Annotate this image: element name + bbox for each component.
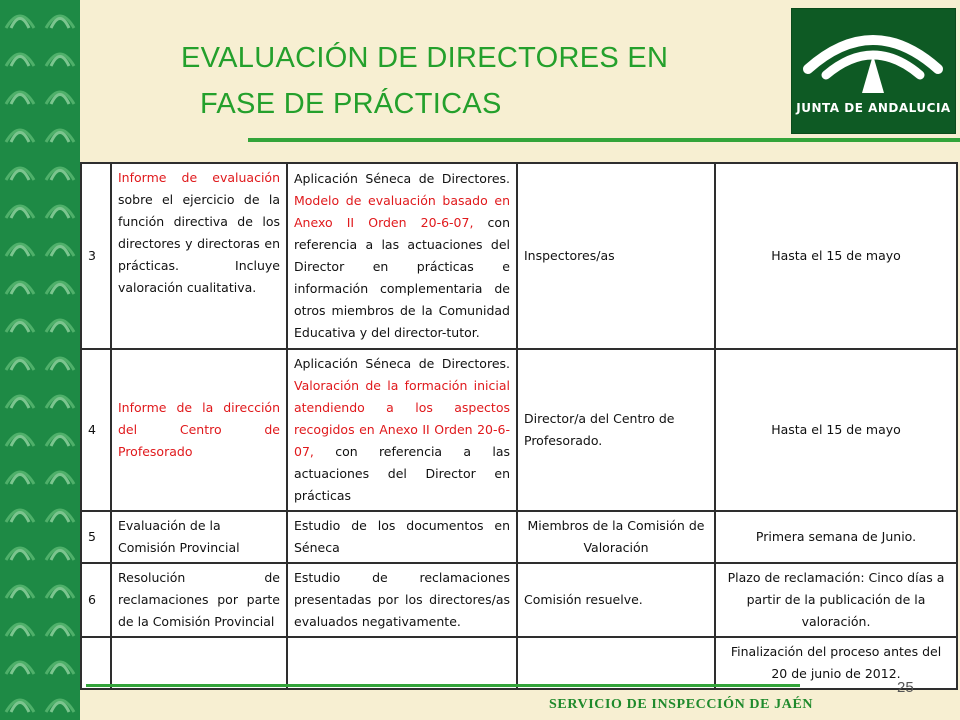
phase-cell <box>111 349 287 511</box>
responsible-cell: Comisión resuelve. <box>517 563 715 637</box>
table-row <box>81 163 957 349</box>
arc-pattern-icon <box>0 0 80 720</box>
procedure-cell <box>287 163 517 349</box>
row-number: 5 <box>81 511 111 563</box>
footer-text: SERVICIO DE INSPECCIÓN DE JAÉN <box>549 697 814 712</box>
procedure-text: Aplicación Séneca de Directores. <box>294 356 510 371</box>
deadline-cell: Plazo de reclamación: Cinco días a partir de la publicación de la valoración. <box>715 563 957 637</box>
phase-cell: Resolución de reclamaciones por parte de la Comisión Provincial <box>111 563 287 637</box>
footer-divider <box>86 684 800 687</box>
row-number: 4 <box>81 349 111 511</box>
procedure-cell: Estudio de reclamaciones presentadas por los directores/as evaluados negativamente. <box>287 563 517 637</box>
page-number: 25 <box>897 679 914 696</box>
table-row <box>81 349 957 511</box>
procedure-cell: Estudio de los documentos en Séneca <box>287 511 517 563</box>
procedure-text: Aplicación Séneca de Directores. <box>294 171 510 186</box>
table-row <box>81 637 957 689</box>
row-number <box>81 637 111 689</box>
procedure-highlight: Modelo de evaluación basado en Anexo II Orden 20-6-07, <box>294 193 510 230</box>
procedure-cell <box>287 349 517 511</box>
deadline-cell: Hasta el 15 de mayo <box>715 349 957 511</box>
phase-highlight: Informe de evaluación <box>118 170 280 185</box>
responsible-cell: Miembros de la Comisión de Valoración <box>517 511 715 563</box>
logo-text: JUNTA DE ANDALUCIA <box>796 101 951 115</box>
slide-title-line1: EVALUACIÓN DE DIRECTORES EN <box>181 42 669 74</box>
procedure-cell <box>287 637 517 689</box>
row-number: 6 <box>81 563 111 637</box>
table-row <box>81 511 957 563</box>
phase-text: sobre el ejercicio de la función directiva de los directores y directoras en prácticas. Incluye valoración cualitativa. <box>118 192 280 295</box>
evaluation-table <box>80 162 958 690</box>
deadline-cell: Hasta el 15 de mayo <box>715 163 957 349</box>
slide-title-line2: FASE DE PRÁCTICAS <box>200 88 502 120</box>
responsible-cell: Director/a del Centro de Profesorado. <box>517 349 715 511</box>
deadline-cell: Primera semana de Junio. <box>715 511 957 563</box>
responsible-cell: Inspectores/as <box>517 163 715 349</box>
phase-cell <box>111 637 287 689</box>
phase-cell <box>111 163 287 349</box>
procedure-text: con referencia a las actuaciones del Director en prácticas e información complementaria de otros miembros de la Comunidad Educativa y del director-tutor. <box>294 215 510 340</box>
table-row <box>81 563 957 637</box>
procedure-text: con referencia a las actuaciones del Director en prácticas <box>294 444 510 503</box>
junta-andalucia-logo <box>791 8 956 134</box>
phase-cell: Evaluación de la Comisión Provincial <box>111 511 287 563</box>
responsible-cell <box>517 637 715 689</box>
phase-highlight: Informe de la dirección del Centro de Profesorado <box>118 400 280 459</box>
row-number: 3 <box>81 163 111 349</box>
decorative-side-band <box>0 0 80 720</box>
procedure-highlight: Valoración de la formación inicial atendiendo a los aspectos recogidos en Anexo II Orden 20-6-07, <box>294 378 510 459</box>
title-divider <box>248 138 960 142</box>
deadline-cell: Finalización del proceso antes del 20 de junio de 2012. <box>715 637 957 689</box>
